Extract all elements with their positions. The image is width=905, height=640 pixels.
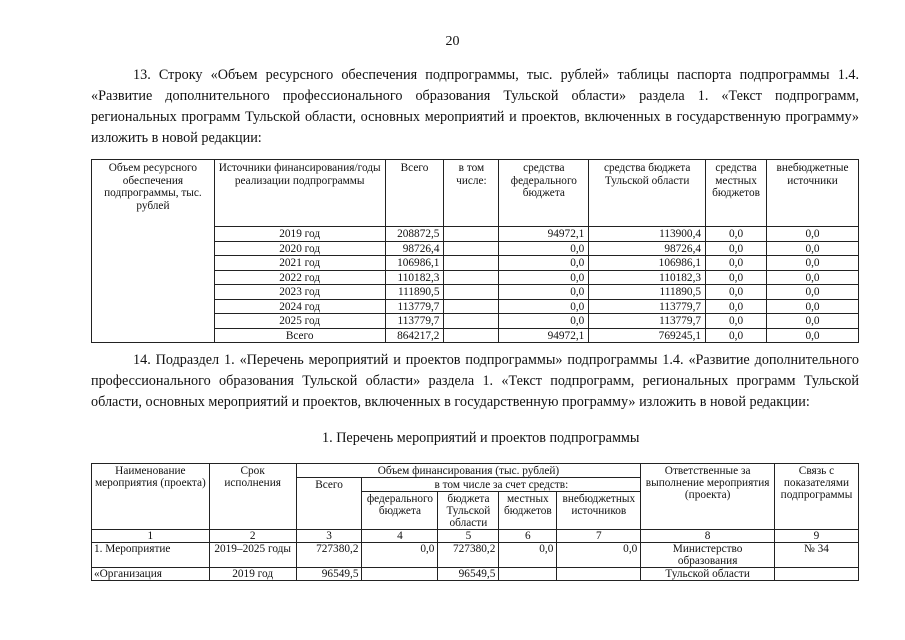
resource-table-header [92, 160, 859, 227]
activity-term: 2019 год [209, 568, 296, 581]
regional-cell: 110182,3 [589, 270, 706, 285]
index-cell: 3 [296, 530, 362, 543]
activity-total: 727380,2 [296, 543, 362, 568]
table-row [92, 256, 859, 271]
activity-local: 0,0 [499, 543, 557, 568]
activities-table [91, 463, 859, 581]
table-row [92, 314, 859, 329]
header-local: средства местных бюджетов [706, 160, 767, 227]
federal-cell: 94972,1 [499, 227, 589, 242]
activity-name: «Организация [92, 568, 210, 581]
index-cell: 1 [92, 530, 210, 543]
header-resource-label: Объем ресурсного обеспечения подпрограммы, тыс. рублей [92, 160, 215, 227]
index-cell: 4 [362, 530, 438, 543]
empty-cell [444, 299, 499, 314]
total-cell: 110182,3 [385, 270, 444, 285]
federal-cell: 0,0 [499, 270, 589, 285]
empty-cell [92, 299, 215, 314]
offbudget-cell: 0,0 [767, 227, 859, 242]
index-cell: 7 [557, 530, 641, 543]
local-cell: 0,0 [706, 314, 767, 329]
empty-cell [92, 270, 215, 285]
year-cell: Всего [214, 328, 385, 343]
offbudget-cell: 0,0 [767, 299, 859, 314]
total-cell: 113779,7 [385, 299, 444, 314]
activity-regional: 96549,5 [438, 568, 499, 581]
offbudget-cell: 0,0 [767, 241, 859, 256]
empty-cell [92, 314, 215, 329]
regional-cell: 769245,1 [589, 328, 706, 343]
activity-responsible: Министерство образования [641, 543, 775, 568]
regional-cell: 113779,7 [589, 299, 706, 314]
header-sources: Источники финансирования/годы реализации подпрограммы [214, 160, 385, 227]
federal-cell: 0,0 [499, 256, 589, 271]
total-cell: 98726,4 [385, 241, 444, 256]
total-cell: 864217,2 [385, 328, 444, 343]
empty-cell [444, 256, 499, 271]
empty-cell [444, 285, 499, 300]
offbudget-cell: 0,0 [767, 328, 859, 343]
table-row [92, 299, 859, 314]
year-cell: 2022 год [214, 270, 385, 285]
table-row [92, 285, 859, 300]
header-funding: Объем финансирования (тыс. рублей) [296, 464, 641, 478]
year-cell: 2023 год [214, 285, 385, 300]
table-row [92, 543, 859, 568]
regional-cell: 111890,5 [589, 285, 706, 300]
header-regional: средства бюджета Тульской области [589, 160, 706, 227]
header-offbudget: внебюджетных источников [557, 492, 641, 530]
local-cell: 0,0 [706, 256, 767, 271]
activity-local [499, 568, 557, 581]
federal-cell: 0,0 [499, 285, 589, 300]
index-cell: 6 [499, 530, 557, 543]
empty-cell [92, 285, 215, 300]
resource-table [91, 159, 859, 343]
header-total: Всего [385, 160, 444, 227]
paragraph-14-text: 14. Подраздел 1. «Перечень мероприятий и проектов подпрограммы» подпрограммы 1.4. «Развитие дополнительного профессионального образования Тульской области» раздела 1. «Текст подпрограмм, региональных программ Тульской области, основных мероприятий и проектов, включенных в государственную программу» изложить в новой редакции: [91, 352, 859, 410]
regional-cell: 113900,4 [589, 227, 706, 242]
total-cell: 106986,1 [385, 256, 444, 271]
table-row [92, 270, 859, 285]
header-federal: федерального бюджета [362, 492, 438, 530]
list-title: 1. Перечень мероприятий и проектов подпрограммы [322, 430, 640, 446]
local-cell: 0,0 [706, 227, 767, 242]
year-cell: 2019 год [214, 227, 385, 242]
empty-cell [444, 227, 499, 242]
activities-header-row-1 [92, 464, 859, 478]
header-local: местных бюджетов [499, 492, 557, 530]
table-row-total [92, 328, 859, 343]
header-including: в том числе за счет средств: [362, 478, 641, 492]
local-cell: 0,0 [706, 270, 767, 285]
offbudget-cell: 0,0 [767, 256, 859, 271]
year-cell: 2020 год [214, 241, 385, 256]
header-including: в том числе: [444, 160, 499, 227]
header-name: Наименование мероприятия (проекта) [92, 464, 210, 530]
regional-cell: 106986,1 [589, 256, 706, 271]
federal-cell: 0,0 [499, 299, 589, 314]
paragraph-13 [91, 65, 859, 149]
header-term: Срок исполнения [209, 464, 296, 530]
activity-link: № 34 [774, 543, 858, 568]
empty-cell [92, 256, 215, 271]
empty-cell [444, 270, 499, 285]
year-cell: 2021 год [214, 256, 385, 271]
activity-link [774, 568, 858, 581]
offbudget-cell: 0,0 [767, 270, 859, 285]
activity-total: 96549,5 [296, 568, 362, 581]
federal-cell: 0,0 [499, 241, 589, 256]
offbudget-cell: 0,0 [767, 314, 859, 329]
header-link: Связь с показателями подпрограммы [774, 464, 858, 530]
index-cell: 5 [438, 530, 499, 543]
index-cell: 2 [209, 530, 296, 543]
paragraph-14 [91, 350, 859, 413]
index-cell: 8 [641, 530, 775, 543]
offbudget-cell: 0,0 [767, 285, 859, 300]
table-row [92, 227, 859, 242]
empty-cell [444, 314, 499, 329]
empty-cell [444, 241, 499, 256]
empty-cell [92, 227, 215, 242]
index-row [92, 530, 859, 543]
empty-cell [444, 328, 499, 343]
regional-cell: 98726,4 [589, 241, 706, 256]
total-cell: 208872,5 [385, 227, 444, 242]
empty-cell [92, 328, 215, 343]
total-cell: 113779,7 [385, 314, 444, 329]
header-responsible: Ответственные за выполнение мероприятия (проекта) [641, 464, 775, 530]
local-cell: 0,0 [706, 328, 767, 343]
federal-cell: 0,0 [499, 314, 589, 329]
header-total: Всего [296, 478, 362, 530]
activity-offbudget [557, 568, 641, 581]
paragraph-13-text: 13. Строку «Объем ресурсного обеспечения подпрограммы, тыс. рублей» таблицы паспорта подпрограммы 1.4. «Развитие дополнительного профессионального образования Тульской области» раздела 1. «Текст подпрограмм, региональных программ Тульской области, основных мероприятий и проектов, включенных в государственную программу» изложить в новой редакции: [91, 67, 859, 146]
local-cell: 0,0 [706, 285, 767, 300]
activity-responsible: Тульской области [641, 568, 775, 581]
page-number: 20 [445, 34, 460, 49]
header-offbudget: внебюджетные источники [767, 160, 859, 227]
header-federal: средства федерального бюджета [499, 160, 589, 227]
activity-term: 2019–2025 годы [209, 543, 296, 568]
local-cell: 0,0 [706, 299, 767, 314]
empty-cell [92, 241, 215, 256]
table-row [92, 568, 859, 581]
activity-federal: 0,0 [362, 543, 438, 568]
table-row [92, 241, 859, 256]
total-cell: 111890,5 [385, 285, 444, 300]
activity-federal [362, 568, 438, 581]
federal-cell: 94972,1 [499, 328, 589, 343]
header-regional: бюджета Тульской области [438, 492, 499, 530]
activity-name: 1. Мероприятие [92, 543, 210, 568]
local-cell: 0,0 [706, 241, 767, 256]
year-cell: 2024 год [214, 299, 385, 314]
year-cell: 2025 год [214, 314, 385, 329]
regional-cell: 113779,7 [589, 314, 706, 329]
activity-offbudget: 0,0 [557, 543, 641, 568]
activity-regional: 727380,2 [438, 543, 499, 568]
index-cell: 9 [774, 530, 858, 543]
